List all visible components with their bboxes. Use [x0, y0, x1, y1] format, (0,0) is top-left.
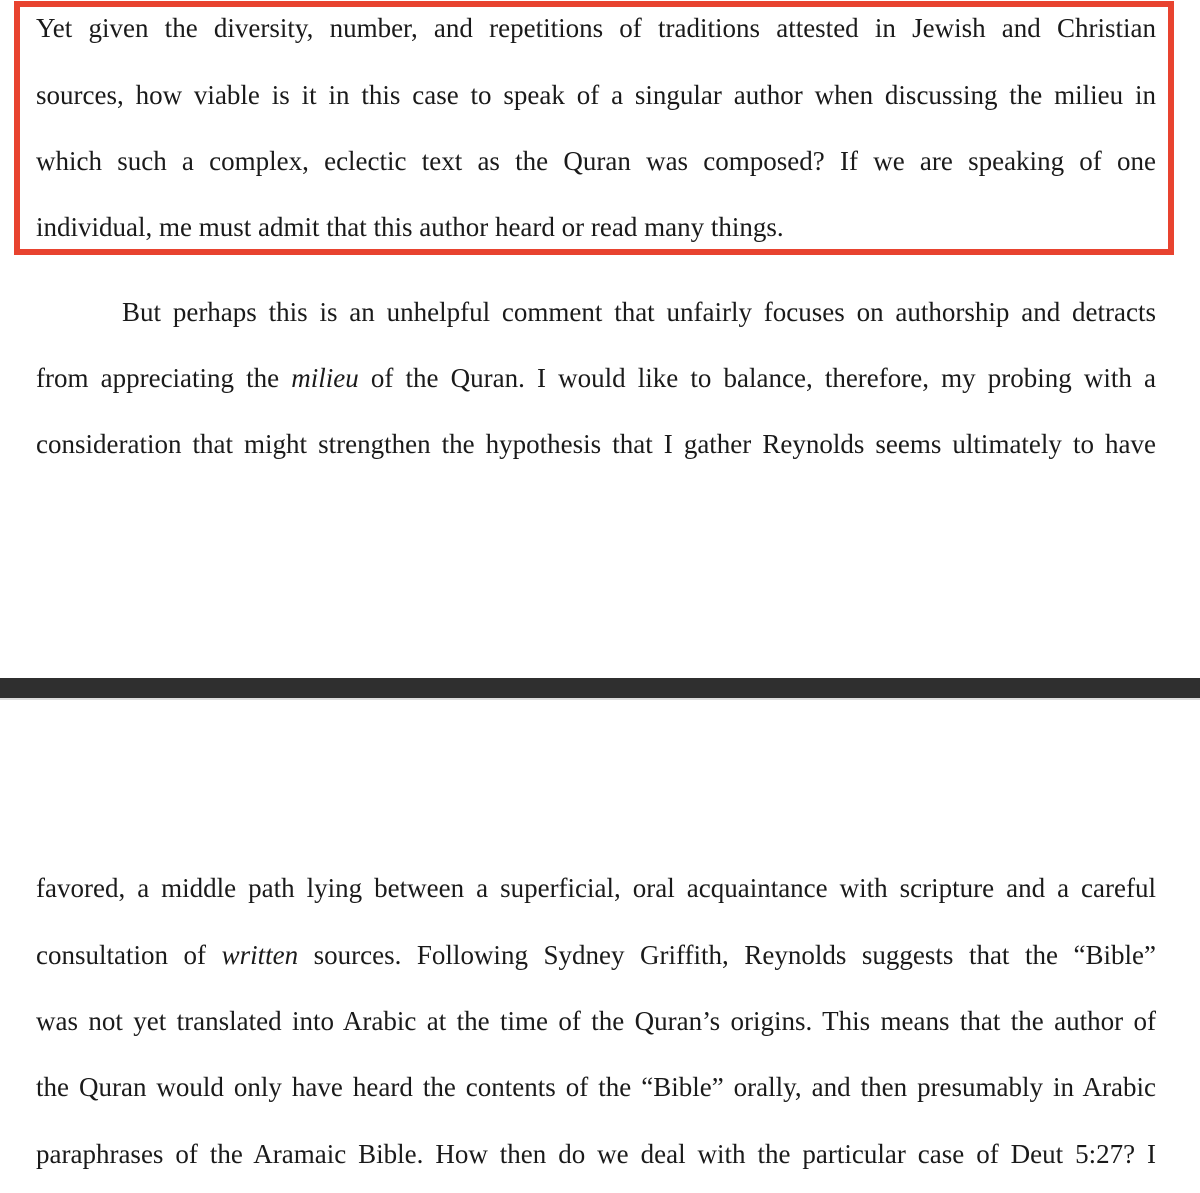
paragraph-3-line-2 [36, 938, 1156, 972]
text-segment: from appreciating the [36, 363, 292, 393]
paragraph-3-line-1: favored, a middle path lying between a superficial, oral acquaintance with scripture and a careful [36, 873, 1156, 903]
paragraph-2-line-1: But perhaps this is an unhelpful comment that unfairly focuses on authorship and detracts [122, 297, 1156, 327]
document-page-bottom [0, 700, 1200, 1193]
highlighted-text-line-2: sources, how viable is it in this case to speak of a singular author when discussing the milieu in [36, 80, 1156, 110]
text-segment: sources. Following Sydney Griffith, Reynolds suggests that the “Bible” [298, 940, 1156, 970]
highlighted-text-line-3: which such a complex, eclectic text as the Quran was composed? If we are speaking of one [36, 146, 1156, 176]
highlight-box [14, 1, 1174, 255]
page-break-divider [0, 678, 1200, 700]
paragraph-3-line-4: the Quran would only have heard the contents of the “Bible” orally, and then presumably in Arabic [36, 1072, 1156, 1102]
italic-term-milieu: milieu [291, 363, 359, 393]
text-segment: of the Quran. I would like to balance, therefore, my probing with a [358, 363, 1156, 393]
paragraph-2-line-2 [36, 361, 1156, 395]
highlighted-text-line-4: individual, me must admit that this author heard or read many things. [36, 212, 784, 242]
highlighted-text-line-1: Yet given the diversity, number, and repetitions of traditions attested in Jewish and Christian [36, 13, 1156, 43]
italic-term-written: written [221, 940, 299, 970]
paragraph-3-line-5: paraphrases of the Aramaic Bible. How then do we deal with the particular case of Deut 5:27? I [36, 1139, 1156, 1169]
paragraph-3-line-3: was not yet translated into Arabic at the time of the Quran’s origins. This means that the author of [36, 1006, 1156, 1036]
text-segment: consultation of [36, 940, 222, 970]
paragraph-2-line-3: consideration that might strengthen the hypothesis that I gather Reynolds seems ultimately to have [36, 429, 1156, 459]
